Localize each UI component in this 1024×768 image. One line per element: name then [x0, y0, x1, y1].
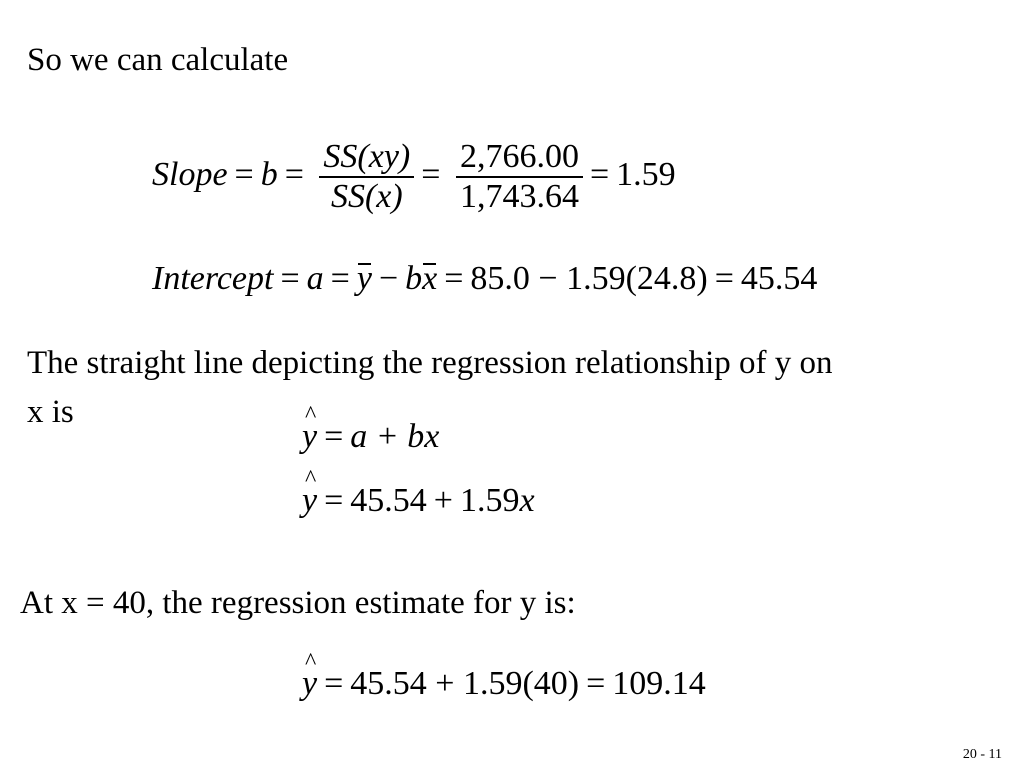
equals-sign: =	[324, 665, 344, 702]
intercept-variable: a	[306, 260, 324, 297]
equals-sign: =	[284, 155, 304, 193]
plus-sign: +	[433, 482, 453, 519]
equals-sign: =	[234, 155, 254, 193]
equals-sign: =	[324, 482, 344, 519]
equals-sign: =	[444, 260, 464, 297]
equals-sign: =	[324, 418, 344, 455]
intercept-result: 45.54	[740, 260, 818, 297]
y-hat: ^ y	[302, 665, 317, 703]
intercept-substitution: 85.0 − 1.59(24.8)	[470, 260, 708, 297]
general-regression-equation	[302, 418, 439, 456]
x-bar: x	[422, 260, 438, 297]
slope-numeric-fraction	[456, 138, 583, 216]
intercept-equation	[152, 260, 817, 298]
general-rhs: a + bx	[350, 418, 440, 455]
estimate-result: 109.14	[612, 665, 706, 702]
b-variable: b	[405, 260, 423, 297]
y-hat: ^ y	[302, 482, 317, 520]
ss-x-label: SS(x)	[330, 178, 403, 215]
estimate-equation	[302, 665, 706, 703]
regression-text-line2: x is	[27, 394, 74, 430]
ss-xy-label: SS(xy)	[319, 138, 414, 178]
slope-equation	[152, 138, 676, 216]
fitted-x: x	[519, 482, 535, 519]
y-hat: ^ y	[302, 418, 317, 456]
fitted-intercept: 45.54	[350, 482, 427, 519]
equals-sign: =	[586, 665, 606, 702]
ss-x-value: 1,743.64	[459, 178, 579, 215]
equals-sign: =	[330, 260, 350, 297]
fitted-slope: 1.59	[459, 482, 520, 519]
slope-symbolic-fraction	[319, 138, 414, 216]
slope-label: Slope	[152, 155, 228, 193]
equals-sign: =	[589, 155, 610, 193]
page-number: 20 - 11	[962, 747, 1002, 762]
equals-sign: =	[714, 260, 734, 297]
slope-variable: b	[260, 155, 278, 193]
ss-xy-value: 2,766.00	[456, 138, 583, 178]
intercept-label: Intercept	[152, 260, 274, 297]
estimate-substitution: 45.54 + 1.59(40)	[350, 665, 580, 702]
equals-sign: =	[421, 155, 441, 193]
intro-text: So we can calculate	[27, 42, 289, 78]
y-bar: y	[356, 260, 372, 297]
estimate-text: At x = 40, the regression estimate for y is:	[20, 585, 576, 621]
regression-text-line1: The straight line depicting the regression relationship of y on	[27, 345, 833, 381]
minus-sign: −	[378, 260, 399, 297]
slope-result: 1.59	[616, 155, 676, 193]
equals-sign: =	[280, 260, 300, 297]
fitted-regression-equation	[302, 482, 535, 520]
